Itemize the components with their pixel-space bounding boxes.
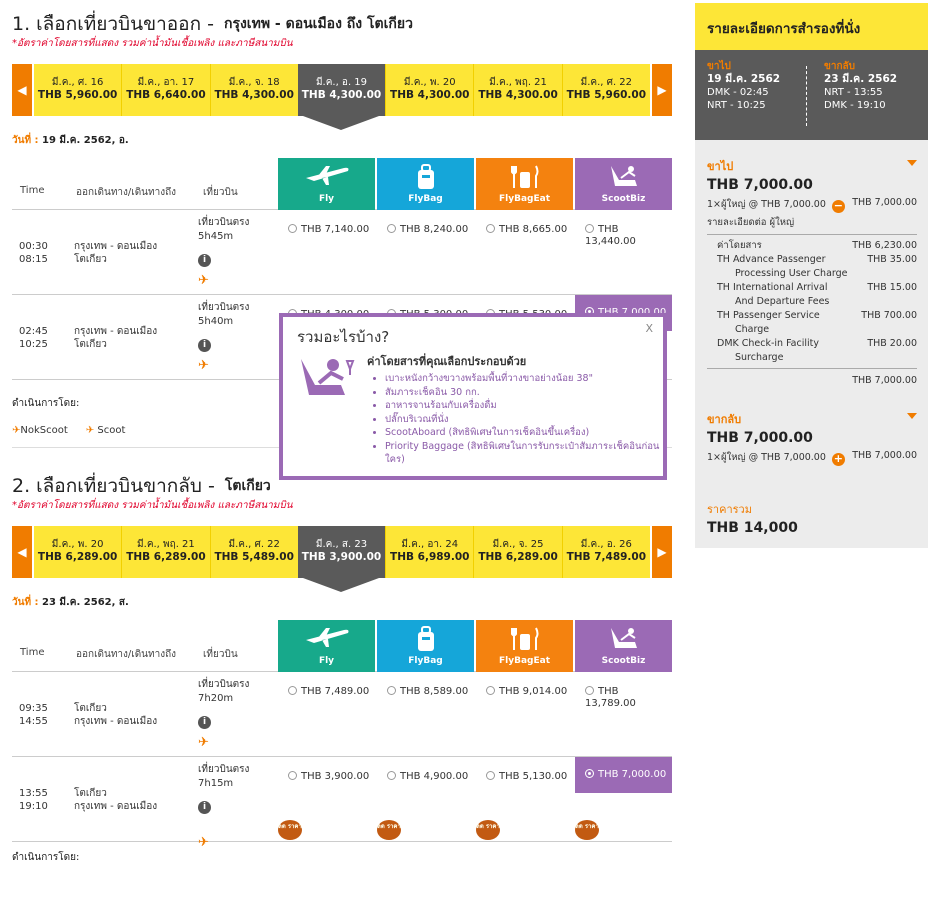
date-tab[interactable]: มี.ค., ศ. 16 THB 5,960.00	[37, 77, 118, 101]
close-icon[interactable]: X	[645, 322, 653, 335]
discount-badge: ลด ราคา	[476, 820, 500, 840]
list-item: • Priority Baggage (สิทธิพิเศษในการรับกระเป๋าสัมภาระเช็คอินก่อนใคร)	[385, 440, 663, 467]
date-tab-selected[interactable]: มี.ค., อ. 19 THB 4,300.00	[298, 64, 385, 116]
minus-icon[interactable]: −	[833, 199, 844, 212]
outbound-title: 1. เลือกเที่ยวบินขาออก - กรุงเทพ - ดอนเมือง ถึง โตเกียว	[12, 13, 413, 35]
popup-title: รวมอะไรบ้าง?	[297, 328, 390, 346]
inbound-fare-note: *อัตราค่าโดยสารที่แสดง รวมค่าน้ำมันเชื้อเพลิง และภาษีสนามบิน	[12, 500, 293, 511]
info-icon[interactable]: i	[198, 801, 211, 814]
airline-plane-icon: ✈	[198, 835, 209, 850]
fare-option-radio[interactable]: THB 7,489.00	[278, 686, 375, 722]
col-flight: เที่ยวบิน	[203, 649, 238, 660]
col-time: Time	[20, 647, 45, 658]
fare-flybageat: FlyBagEat	[476, 620, 573, 672]
fare-option-radio[interactable]: THB 8,589.00	[377, 686, 474, 722]
discount-badge: ลด ราคา	[575, 820, 599, 840]
outbound-route: กรุงเทพ - ดอนเมือง ถึง โตเกียว	[223, 16, 413, 32]
fare-flybag: FlyBag	[377, 158, 474, 210]
booking-summary	[695, 3, 928, 548]
date-tab[interactable]: มี.ค., อา. 24 THB 6,989.00	[385, 526, 473, 578]
recliner-seat-icon	[607, 626, 641, 652]
date-tab[interactable]: มี.ค., จ. 25 THB 6,289.00	[473, 526, 561, 578]
outbound-date-bar	[12, 64, 672, 116]
airplane-icon: ✈	[12, 425, 21, 436]
fare-fly: Fly	[278, 158, 375, 210]
outbound-price-section: ขาไป THB 7,000.00 1×ผู้ใหญ่ @ THB 7,000.00 − THB 7,000.00 รายละเอียดต่อ ผู้ใหญ่ ค่าโดยสาร THB 6,230.00 TH Advance Passenger Processing User Charge THB 35.00 TH International Arrival And Departure Fees THB 15.00 TH Passenger Service Charge THB 700.00 DMK Check-in Facility Surcharge THB 20.00 THB 7,000.00	[707, 160, 917, 386]
date-tab[interactable]: มี.ค., พฤ. 21 THB 6,289.00	[121, 526, 209, 578]
fare-fly: Fly	[278, 620, 375, 672]
luggage-icon	[416, 626, 436, 652]
date-tab[interactable]: มี.ค., ศ. 22 THB 5,960.00	[562, 64, 650, 116]
airline-plane-icon: ✈	[198, 358, 209, 373]
airline-nokscoot: ✈NokScoot	[12, 425, 68, 436]
col-flight: เที่ยวบิน	[203, 187, 238, 198]
fare-option-radio[interactable]: THB 13,440.00	[585, 224, 636, 247]
discount-badge: ลด ราคา	[278, 820, 302, 840]
date-tab[interactable]: มี.ค., ศ. 22 THB 5,489.00	[210, 526, 298, 578]
list-item: • สัมภาระเช็คอิน 30 กก.	[385, 386, 663, 400]
fare-option-radio[interactable]: THB 8,665.00	[476, 224, 573, 260]
info-icon[interactable]: i	[198, 339, 211, 352]
prev-dates-arrow-icon[interactable]: ◀	[12, 64, 32, 116]
inbound-table-header	[12, 620, 672, 672]
inbound-price-section: ขากลับ THB 7,000.00 1×ผู้ใหญ่ @ THB 7,000.00 + THB 7,000.00	[707, 413, 917, 465]
airline-plane-icon: ✈	[198, 273, 209, 288]
grand-total: ราคารวม THB 14,000	[707, 503, 798, 536]
recliner-seat-icon	[607, 164, 641, 190]
date-tab[interactable]: มี.ค., พ. 20 THB 6,289.00	[37, 539, 118, 563]
fare-option-radio[interactable]: THB 13,789.00	[585, 686, 636, 709]
list-item: • ปลั๊กบริเวณที่นั่ง	[385, 413, 663, 427]
airplane-icon: ✈	[85, 425, 95, 436]
next-dates-arrow-icon[interactable]: ▶	[652, 526, 672, 578]
date-tab[interactable]: มี.ค., อ. 26 THB 7,489.00	[562, 526, 650, 578]
popup-list	[377, 372, 663, 467]
fare-option-radio[interactable]: THB 4,900.00	[377, 771, 474, 807]
operated-by: ดำเนินการโดย:	[12, 852, 80, 863]
list-item: • ScootAboard (สิทธิพิเศษในการเช็คอินขึ้นเครื่อง)	[385, 426, 663, 440]
info-icon[interactable]: i	[198, 716, 211, 729]
outbound-fare-note: *อัตราค่าโดยสารที่แสดง รวมค่าน้ำมันเชื้อเพลิง และภาษีสนามบิน	[12, 38, 293, 49]
luggage-icon	[416, 164, 436, 190]
date-tab-selected[interactable]: มี.ค., ส. 23 THB 3,900.00	[298, 526, 385, 578]
inbound-day: วันที่ : 23 มี.ค. 2562, ส.	[12, 597, 129, 608]
fare-scootbiz: ScootBiz	[575, 620, 672, 672]
discount-badge: ลด ราคา	[377, 820, 401, 840]
inbound-title: 2. เลือกเที่ยวบินขากลับ - โตเกียว	[12, 475, 271, 497]
collapse-arrow-icon[interactable]	[907, 160, 917, 166]
outbound-day: วันที่ : 19 มี.ค. 2562, อ.	[12, 135, 129, 146]
plus-icon[interactable]: +	[833, 452, 844, 465]
recliner-seat-icon	[295, 353, 357, 399]
flight-row: 00:30 08:15 กรุงเทพ - ดอนเมือง โตเกียว เที่ยวบินตรง 5h45m i ✈ THB 7,140.00 THB 8,240.00 THB 8,665.00 THB 13,440.00	[12, 210, 672, 295]
col-route: ออกเดินทาง/เดินทางถึง	[76, 187, 177, 198]
airline-plane-icon: ✈	[198, 735, 209, 750]
meal-icon	[510, 626, 540, 652]
airplane-icon	[304, 626, 350, 648]
fare-option-radio-selected[interactable]: THB 7,000.00	[575, 757, 672, 793]
summary-title: รายละเอียดการสำรองที่นั่ง	[695, 3, 928, 50]
col-route: ออกเดินทาง/เดินทางถึง	[76, 649, 177, 660]
col-time: Time	[20, 185, 45, 196]
date-tab[interactable]: มี.ค., พ. 20 THB 4,300.00	[385, 64, 473, 116]
prev-dates-arrow-icon[interactable]: ◀	[12, 526, 32, 578]
fare-breakdown: ค่าโดยสาร THB 6,230.00 TH Advance Passenger Processing User Charge THB 35.00 TH International Arrival And Departure Fees THB 15.00 TH Passenger Service Charge THB 700.00 DMK Check-in Facility Surcharge THB 20.00	[707, 234, 917, 369]
meal-icon	[510, 164, 540, 190]
fare-option-radio[interactable]: THB 5,130.00	[476, 771, 573, 807]
date-tab[interactable]: มี.ค., จ. 18 THB 4,300.00	[210, 64, 298, 116]
fare-option-radio[interactable]: THB 3,900.00	[278, 771, 375, 807]
trip-overview: ขาไป 19 มี.ค. 2562 DMK - 02:45 NRT - 10:25 ขากลับ 23 มี.ค. 2562 NRT - 13:55 DMK - 19:10	[695, 50, 928, 140]
outbound-table-header	[12, 158, 672, 210]
airplane-icon	[304, 164, 350, 186]
flight-row: 02:45 10:25 กรุงเทพ - ดอนเมือง โตเกียว เที่ยวบินตรง 5h40m i ✈	[12, 295, 672, 380]
fare-option-radio[interactable]: THB 9,014.00	[476, 686, 573, 722]
fare-option-radio[interactable]: THB 8,240.00	[377, 224, 474, 260]
date-tab[interactable]: มี.ค., อา. 17 THB 6,640.00	[121, 64, 209, 116]
fare-includes-popup	[279, 313, 667, 480]
inbound-date-bar	[12, 526, 672, 578]
flight-row: 09:35 14:55 โตเกียว กรุงเทพ - ดอนเมือง เที่ยวบินตรง 7h20m i ✈ THB 7,489.00 THB 8,589.00 THB 9,014.00 THB 13,789.00	[12, 672, 672, 757]
flight-row: 13:55 19:10 โตเกียว กรุงเทพ - ดอนเมือง เที่ยวบินตรง 7h15m i ✈ THB 3,900.00 THB 4,900.00 THB 5,130.00 THB 7,000.00 ลด ราคา ลด ราคา ลด ราคา ลด ราคา	[12, 757, 672, 842]
fare-flybag: FlyBag	[377, 620, 474, 672]
list-item: • อาหารจานร้อนกับเครื่องดื่ม	[385, 399, 663, 413]
fare-option-radio[interactable]: THB 7,140.00	[278, 224, 375, 260]
date-tab[interactable]: มี.ค., พฤ. 21 THB 4,300.00	[473, 64, 561, 116]
inbound-route: โตเกียว	[224, 478, 271, 494]
info-icon[interactable]: i	[198, 254, 211, 267]
popup-heading: ค่าโดยสารที่คุณเลือกประกอบด้วย	[367, 355, 527, 368]
next-dates-arrow-icon[interactable]: ▶	[652, 64, 672, 116]
fare-scootbiz: ScootBiz	[575, 158, 672, 210]
collapse-arrow-icon[interactable]	[907, 413, 917, 419]
airline-scoot: ✈ Scoot	[85, 425, 126, 436]
operated-by: ดำเนินการโดย: ✈NokScoot ✈ Scoot	[12, 398, 126, 436]
fare-flybageat: FlyBagEat	[476, 158, 573, 210]
list-item: • เบาะหนังกว้างขวางพร้อมพื้นที่วางขาอย่างน้อย 38"	[385, 372, 663, 386]
